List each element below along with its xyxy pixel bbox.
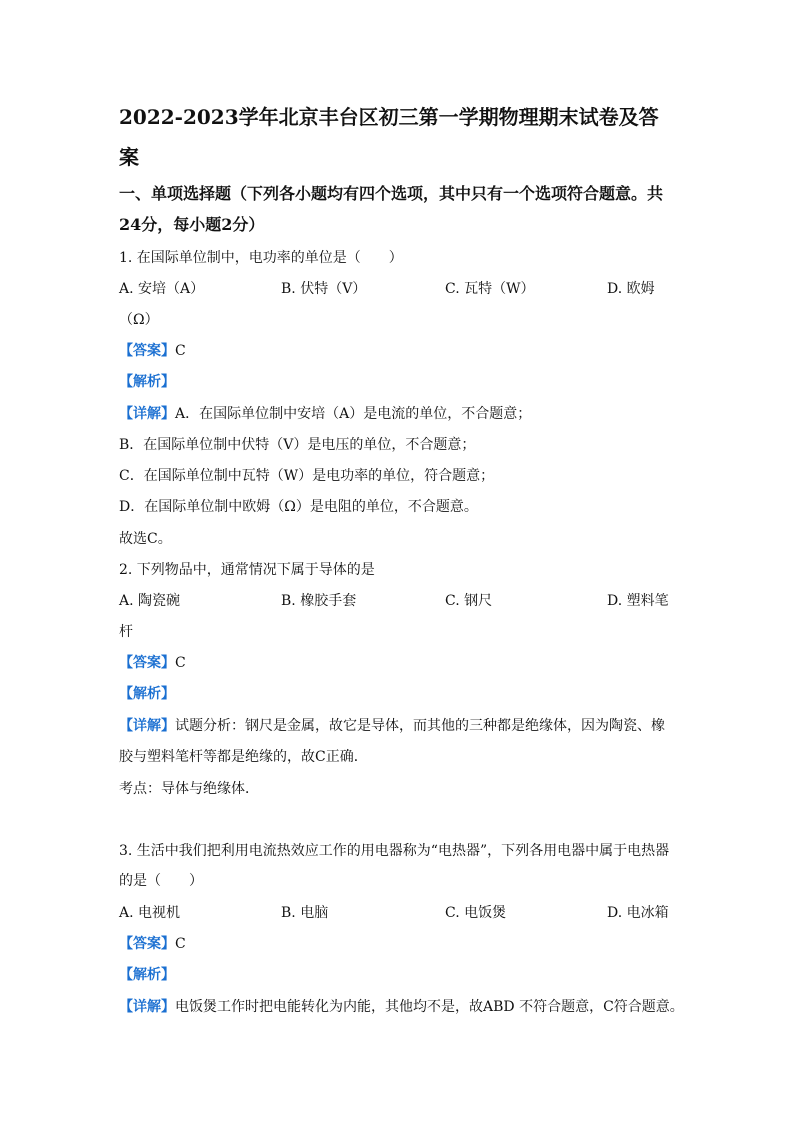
q1-option-d: D. 欧姆: [607, 281, 655, 297]
q3-option-c: C. 电饭煲: [445, 905, 507, 921]
q3-stem-line-1: 3. 生活中我们把利用电流热效应工作的用电器称为“电热器”，下列各用电器中属于电热器: [119, 843, 670, 859]
detail-label: 【详解】: [119, 718, 175, 734]
q3-detail-text: 电饭煲工作时把电能转化为内能，其他均不是，故ABD 不符合题意，C符合题意。: [175, 999, 684, 1015]
q2-analysis: [119, 684, 175, 704]
q2-answer: [119, 653, 186, 673]
q1-conclusion: 故选C。: [119, 531, 172, 547]
q1-option-a: A. 安培（A）: [119, 281, 205, 297]
q3-analysis: [119, 965, 175, 985]
q3-stem-line-2: 的是（ ）: [119, 873, 203, 889]
q3-option-b: B. 电脑: [281, 905, 329, 921]
q2-option-wrap: 杆: [119, 624, 133, 640]
detail-label: 【详解】: [119, 406, 175, 422]
answer-label: 【答案】: [119, 343, 175, 359]
section-heading-line-2: 24分，每小题2分）: [119, 215, 265, 234]
q2-option-b: B. 橡胶手套: [281, 593, 357, 609]
q1-detail-line: B．在国际单位制中伏特（V）是电压的单位，不合题意；: [119, 437, 476, 453]
analysis-label: 【解析】: [119, 374, 175, 390]
q3-detail-line: [119, 997, 684, 1017]
q2-answer-value: C: [175, 655, 186, 671]
q1-detail-text: A．在国际单位制中安培（A）是电流的单位，不合题意；: [175, 406, 532, 422]
analysis-label: 【解析】: [119, 967, 175, 983]
answer-label: 【答案】: [119, 655, 175, 671]
q2-option-a: A. 陶瓷碗: [119, 593, 181, 609]
detail-label: 【详解】: [119, 999, 175, 1015]
q1-analysis: [119, 372, 175, 392]
q3-option-a: A. 电视机: [119, 905, 181, 921]
q1-detail-line: C．在国际单位制中瓦特（W）是电功率的单位，符合题意；: [119, 468, 495, 484]
q2-detail-line: [119, 716, 665, 736]
q1-detail-line: D．在国际单位制中欧姆（Ω）是电阻的单位，不合题意。: [119, 499, 478, 515]
q2-detail-text: 试题分析：钢尺是金属，故它是导体，而其他的三种都是绝缘体，因为陶瓷、橡: [175, 718, 665, 734]
q3-answer-value: C: [175, 936, 186, 952]
section-heading-line-1: 一、单项选择题（下列各小题均有四个选项，其中只有一个选项符合题意。共: [119, 184, 664, 203]
document-title-line-2: 案: [119, 145, 139, 169]
document-title-line-1: 2022-2023学年北京丰台区初三第一学期物理期末试卷及答: [119, 105, 659, 129]
q2-option-c: C. 钢尺: [445, 593, 493, 609]
q3-answer: [119, 934, 186, 954]
q1-option-wrap: （Ω）: [119, 312, 159, 328]
q1-stem: 1. 在国际单位制中，电功率的单位是（ ）: [119, 250, 403, 266]
q1-option-c: C. 瓦特（W）: [445, 281, 535, 297]
q1-detail-line: [119, 404, 531, 424]
answer-label: 【答案】: [119, 936, 175, 952]
q3-option-d: D. 电冰箱: [607, 905, 669, 921]
q2-kaodian: 考点：导体与绝缘体．: [119, 781, 259, 797]
q1-answer: [119, 341, 186, 361]
q1-answer-value: C: [175, 343, 186, 359]
analysis-label: 【解析】: [119, 686, 175, 702]
q2-option-d: D. 塑料笔: [607, 593, 669, 609]
q2-stem: 2. 下列物品中，通常情况下属于导体的是: [119, 562, 375, 578]
q1-option-b: B. 伏特（V）: [281, 281, 367, 297]
q2-detail-line: 胶与塑料笔杆等都是绝缘的，故C正确．: [119, 749, 368, 765]
